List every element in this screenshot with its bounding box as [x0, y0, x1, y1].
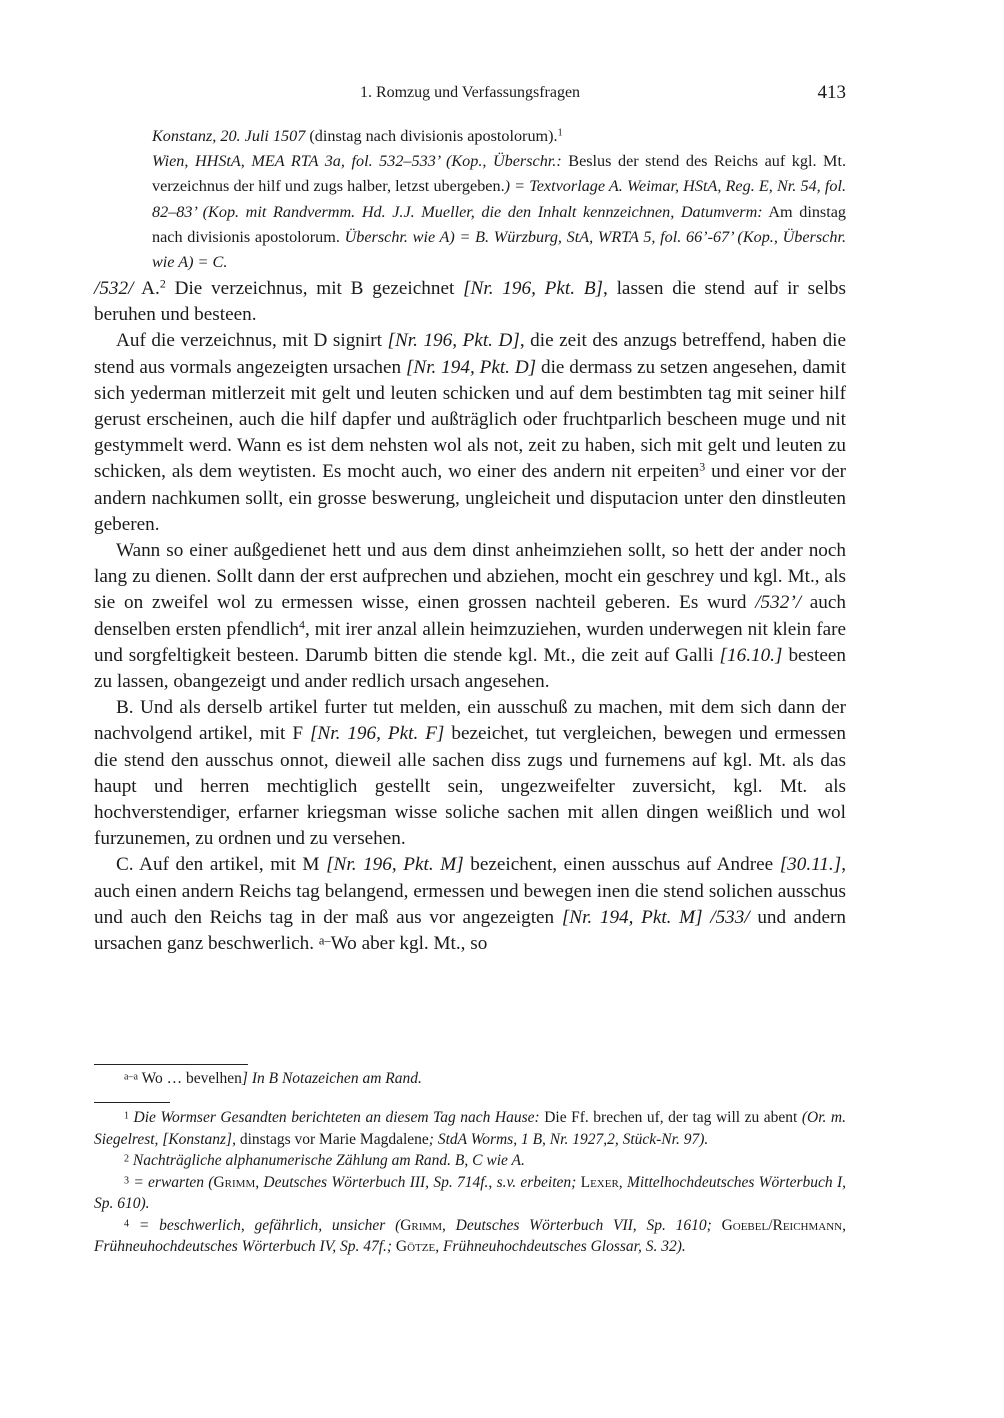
text: Wo aber kgl. Mt., so — [330, 933, 488, 955]
footnote-3 — [94, 1172, 846, 1215]
folio-marker: /532/ — [94, 278, 134, 299]
footnote-number: 2 — [124, 1153, 130, 1165]
apparatus-mark: a–a — [124, 1071, 138, 1083]
text: auch denselben ersten pfendlich — [94, 592, 846, 640]
text: Auf die verzeichnus, mit D signirt — [116, 330, 388, 352]
date-original: (dinstag nach divisionis apostolorum). — [305, 127, 558, 145]
text: Die Ff. brechen uf, der tag will zu abent — [539, 1109, 802, 1126]
text: die dermass zu setzen angesehen, damit sich yederman mitlerzeit mit gelt und leuten schicken und auf dem bestimbten tag mit seiner hilf gerust erscheinen, auch die hilf dapfer und außträglich oder fruchtparlich bescheen muge und nit gestymmelt werd. Wann es ist dem nehsten wol als not, zeit zu haben, sich mit gelt und leuten zu schicken, als dem weytisten. Es mocht auch, wo einer des andern nit erpeiten — [94, 356, 846, 483]
author: Goebel/Reichmann — [721, 1216, 843, 1234]
text: A. — [133, 278, 160, 299]
editorial-ref: [Nr. 196, Pkt. D] — [387, 330, 520, 352]
author: Götze — [395, 1238, 436, 1255]
footnote-4 — [94, 1215, 846, 1258]
editorial-ref: [Nr. 196, Pkt. B] — [463, 278, 604, 299]
paragraph-b — [94, 695, 846, 852]
paragraph-c — [94, 852, 846, 957]
text: = beschwerlich, gefährlich, unsicher ( — [129, 1216, 401, 1234]
editorial-ref: [Nr. 196, Pkt. F] — [309, 723, 445, 745]
text: , Frühneuhochdeutsches Wörterbuch IV, Sp. 47f.; — [94, 1216, 846, 1255]
source-a: Wien, HHStA, MEA RTA 3a, fol. 532–533’ (Kop., Überschr.: — [152, 152, 562, 171]
text: Die verzeichnus, mit B gezeichnet — [165, 278, 464, 299]
running-head — [94, 82, 846, 106]
text: = erwarten ( — [129, 1173, 214, 1191]
text: Die Wormser Gesandten berichteten an diesem Tag nach Hause: — [129, 1109, 540, 1126]
text: besteen zu lassen, obangezeigt und ander redlich ursach angesehen. — [94, 644, 846, 693]
folio-marker: /532’/ — [755, 592, 802, 614]
text: , Mittelhochdeutsches Wörterbuch I, Sp. 610). — [94, 1173, 846, 1212]
text: , Frühneuhochdeutsches Glossar, S. 32). — [435, 1238, 686, 1255]
text: Nachträgliche alphanumerische Zählung am Rand. B, C wie A. — [129, 1152, 525, 1169]
main-text — [94, 276, 846, 957]
text: bezeichent, einen ausschus auf Andree — [463, 854, 780, 876]
text: Wo … bevelhen — [137, 1070, 242, 1087]
text: , Deutsches Wörterbuch VII, Sp. 1610; — [442, 1216, 722, 1234]
text: , die zeit des anzugs betreffend, haben die stend aus vormals angezeigten ursachen — [94, 330, 847, 378]
date-place: Konstanz, 20. Juli 1507 — [152, 127, 306, 145]
text: C. Auf den artikel, mit M — [116, 854, 327, 876]
author: Lexer — [580, 1173, 619, 1191]
source-b-datumverm: Am dinstag nach divisionis apostolorum. — [152, 202, 846, 246]
folio-marker: /533/ — [710, 906, 750, 928]
source-c: Überschr. wie A) = B. Würzburg, StA, WRTA 5, fol. 66’-67’ (Kop., Überschr. wie A) = C. — [152, 227, 846, 272]
text: , lassen die stend auf ir selbs beruhen und besteen. — [94, 278, 846, 326]
text: und andern ursachen ganz beschwerlich. — [94, 906, 846, 955]
apparatus-footnotes — [94, 1068, 846, 1090]
author: Grimm — [213, 1173, 256, 1191]
running-title: 1. Romzug und Verfassungsfragen — [359, 84, 581, 101]
footnote-ref: 3 — [699, 459, 706, 474]
paragraph-a — [94, 276, 846, 328]
editorial-ref: [Nr. 196, Pkt. M] — [326, 854, 464, 876]
source-a-title: Beslus der stend des Reichs auf kgl. Mt. verzeichnus der hilf und zugs halber, letzst ubergeben. — [152, 152, 846, 196]
text: Wann so einer außgedienet hett und aus dem dinst anheimziehen sollt, so hett der ander noch lang zu dienen. Sollt dann der erst aufprechen und abziehen, mocht ein geschrey und kgl. Mt., als sie on zweifel wol zu ermessen wisse, einen grossen nachteil geberen. Es wurd — [94, 540, 846, 614]
footnote-2 — [94, 1150, 846, 1172]
source-b: ) = Textvorlage A. Weimar, HStA, Reg. E, Nr. 54, fol. 82–83’ (Kop. mit Randvermm. Hd. J.J. Mueller, die den Inhalt kennzeichnen, Datumverm: — [152, 177, 846, 221]
editorial-ref: [30.11.] — [779, 854, 842, 876]
paragraph-wann — [94, 538, 846, 695]
footnote-ref: 2 — [159, 276, 166, 291]
footnote-ref: 4 — [298, 617, 305, 632]
editorial-ref: [Nr. 194, Pkt. D] — [405, 356, 537, 378]
footnote-number: 3 — [124, 1174, 130, 1186]
text: (Or. m. Siegelrest, [Konstanz], — [94, 1109, 846, 1148]
text: , Deutsches Wörterbuch III, Sp. 714f., s.v. erbeiten; — [255, 1173, 581, 1191]
document-header — [152, 124, 846, 275]
apparatus-note — [94, 1068, 846, 1090]
text: ; StdA Worms, 1 B, Nr. 1927,2, Stück-Nr. 97). — [428, 1130, 709, 1148]
editorial-ref: [Nr. 194, Pkt. M] — [561, 906, 703, 928]
text: , mit irer anzal allein heimzuziehen, wurden underwegen nit klein fare und sorgfeltigkeit besteen. Darumb bitten die stende kgl. Mt., die zeit auf Galli — [94, 618, 847, 666]
text: bezeichet, tut vergleichen, bewegen und ermessen die stend den ausschus onnot, dieweil alle sachen diss zugs und furnemens auf kgl. Mt. als das haupt und herren mechtiglich gestellt sein, ungezweifelter zuversicht, kgl. Mt. als hochverstendiger, erfarner kriegsman wisse soliche sachen mit allen dingen weißlich und wol furzunemen, zu ordnen und zu versehen. — [94, 723, 846, 850]
author: Grimm — [400, 1216, 442, 1234]
text: und einer vor der andern nachkumen sollt, ein grosse beswerung, ungleicheit und disputacion unter den dinstleuten geberen. — [94, 461, 846, 535]
footnote-rule — [94, 1102, 170, 1103]
footnotes — [94, 1107, 846, 1258]
text: , auch einen andern Reichs tag belangend, ermessen und bewegen inen die stend solichen ausschus und auch den Reichs tag in der maß aus vor angezeigten — [94, 854, 846, 928]
apparatus-mark: a– — [318, 933, 331, 948]
text: B. Und als derselb artikel furter tut melden, ein ausschuß zu machen, mit dem sich dann der nachvolgend artikel, mit F — [94, 697, 846, 745]
page-number: 413 — [817, 82, 846, 103]
footnote-number: 4 — [124, 1217, 130, 1229]
apparatus-rule — [94, 1064, 248, 1065]
footnote-1 — [94, 1107, 846, 1150]
paragraph-d — [94, 328, 846, 538]
footnote-number: 1 — [124, 1110, 130, 1122]
editorial-ref: [16.10.] — [719, 644, 783, 666]
footnote-ref: 1 — [557, 127, 563, 139]
apparatus-note-text: ] In B Notazeichen am Rand. — [241, 1070, 422, 1087]
text: dinstags vor Marie Magdalene — [235, 1130, 429, 1148]
